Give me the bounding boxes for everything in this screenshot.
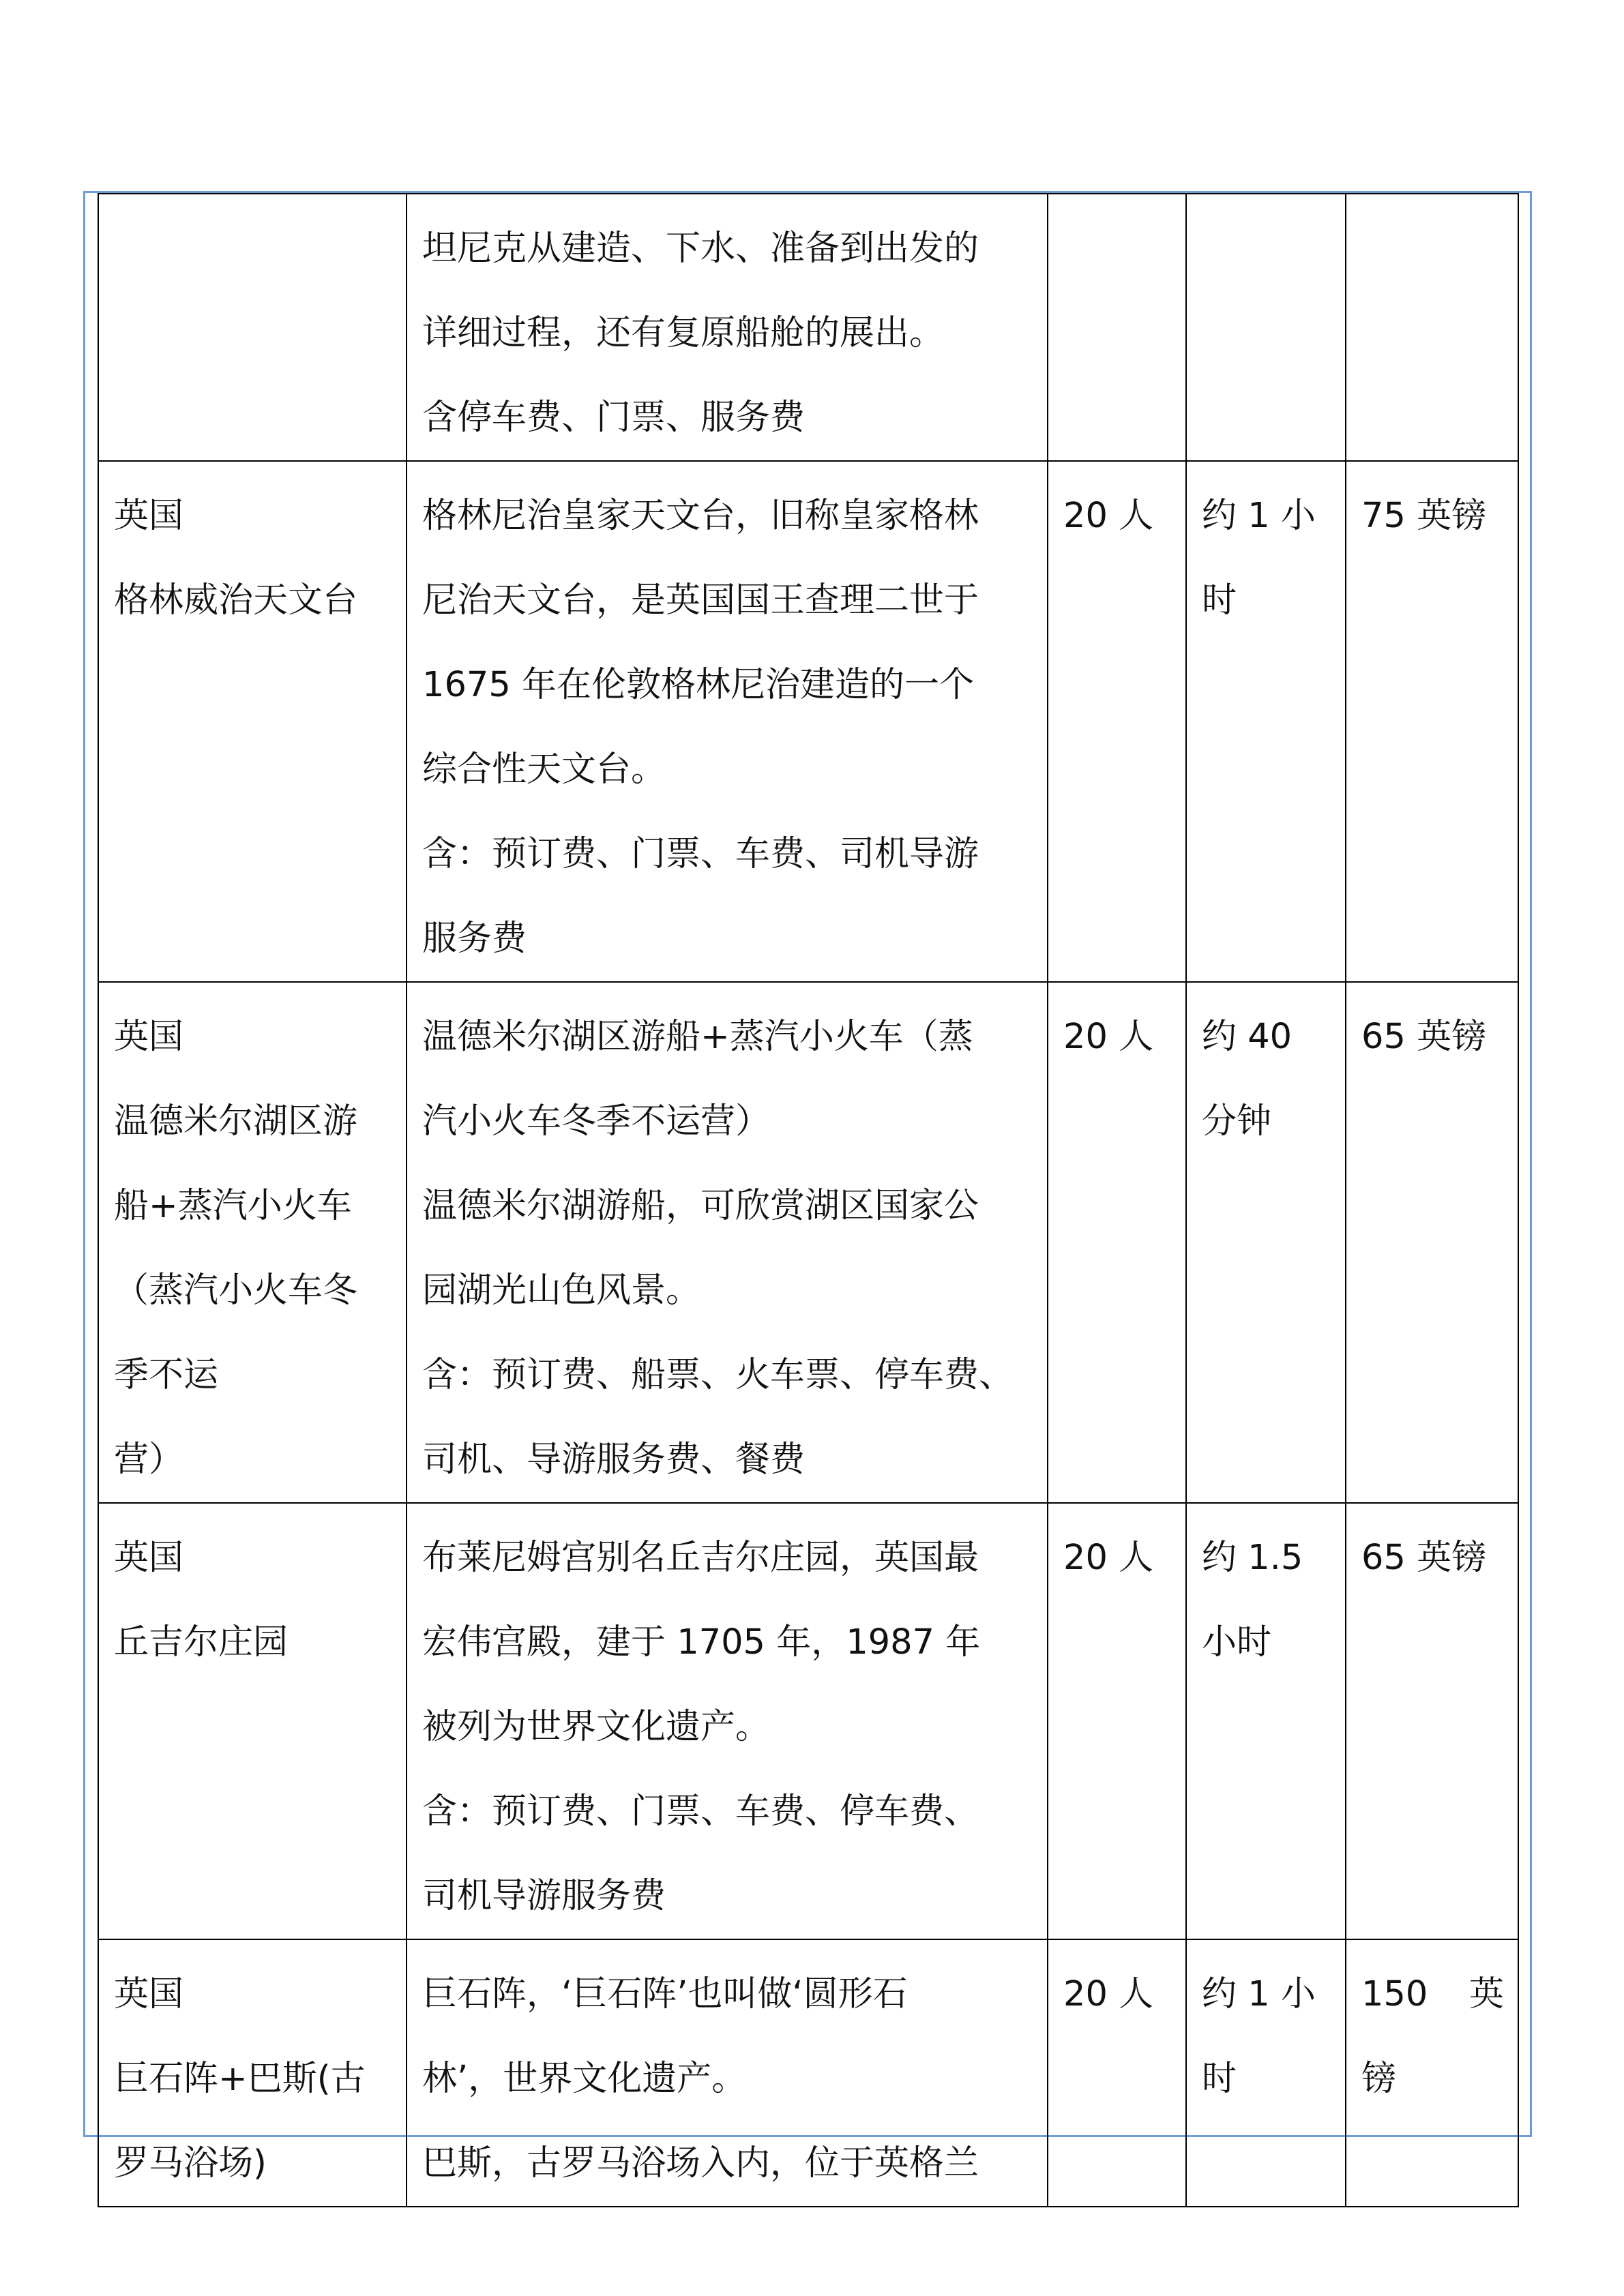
place-cell bbox=[98, 982, 407, 1503]
description-line: 服务费 bbox=[422, 919, 527, 959]
price-unit-start: 英 bbox=[1468, 1974, 1504, 2014]
description-cell bbox=[407, 194, 1048, 461]
place-name: 丘吉尔庄园 bbox=[114, 1622, 289, 1663]
description-line: 宏伟宫殿，建于 1705 年，1987 年 bbox=[422, 1622, 981, 1663]
duration-line: 时 bbox=[1202, 2059, 1237, 2099]
table-row bbox=[98, 1503, 1518, 1939]
place-cell bbox=[98, 1939, 407, 2207]
description-line: 巴斯，古罗马浴场入内，位于英格兰 bbox=[422, 2143, 979, 2183]
price-cell bbox=[1346, 982, 1518, 1503]
duration-cell bbox=[1186, 194, 1346, 461]
price-value: 65 英镑 bbox=[1361, 1538, 1487, 1578]
description-line: 司机、导游服务费、餐费 bbox=[422, 1440, 806, 1480]
place-cell bbox=[98, 461, 407, 982]
price-cell bbox=[1346, 1939, 1518, 2207]
description-line: 综合性天文台。 bbox=[422, 749, 666, 790]
description-cell bbox=[407, 1503, 1048, 1939]
description-line: 格林尼治皇家天文台，旧称皇家格林 bbox=[422, 496, 979, 536]
people-cell bbox=[1048, 1939, 1186, 2207]
people-cell bbox=[1048, 461, 1186, 982]
table-row bbox=[98, 982, 1518, 1503]
people-count: 20 人 bbox=[1063, 1017, 1154, 1057]
price-cell bbox=[1346, 1503, 1518, 1939]
people-cell bbox=[1048, 982, 1186, 1503]
price-cell bbox=[1346, 461, 1518, 982]
price-value bbox=[1361, 1952, 1504, 2037]
duration-line: 小时 bbox=[1202, 1622, 1272, 1663]
description-line: 巨石阵，‘巨石阵’也叫做‘圆形石 bbox=[422, 1974, 908, 2014]
place-name: （蒸汽小火车冬 bbox=[114, 1270, 358, 1311]
place-country: 英国 bbox=[114, 1017, 184, 1057]
duration-cell bbox=[1186, 461, 1346, 982]
price-unit-end: 镑 bbox=[1361, 2059, 1397, 2099]
description-line: 温德米尔湖区游船+蒸汽小火车（蒸 bbox=[422, 1017, 973, 1057]
place-country: 英国 bbox=[114, 496, 184, 536]
duration-cell bbox=[1186, 1503, 1346, 1939]
duration-line: 分钟 bbox=[1202, 1101, 1272, 1142]
description-line: 含：预订费、船票、火车票、停车费、 bbox=[422, 1355, 1014, 1395]
description-line: 司机导游服务费 bbox=[422, 1876, 666, 1916]
people-cell bbox=[1048, 1503, 1186, 1939]
people-count: 20 人 bbox=[1063, 1974, 1154, 2014]
description-cell bbox=[407, 1939, 1048, 2207]
description-line: 坦尼克从建造、下水、准备到出发的 bbox=[422, 228, 979, 269]
people-count: 20 人 bbox=[1063, 496, 1154, 536]
duration-line: 约 1.5 bbox=[1202, 1538, 1303, 1578]
price-amount: 150 bbox=[1361, 1974, 1428, 2014]
place-name: 船+蒸汽小火车 bbox=[114, 1186, 352, 1226]
description-line: 汽小火车冬季不运营） bbox=[422, 1101, 771, 1142]
description-line: 详细过程，还有复原船舱的展出。 bbox=[422, 313, 945, 353]
place-country: 英国 bbox=[114, 1538, 184, 1578]
place-name: 巨石阵+巴斯(古 bbox=[114, 2059, 366, 2099]
place-cell bbox=[98, 194, 407, 461]
description-line: 1675 年在伦敦格林尼治建造的一个 bbox=[422, 665, 975, 705]
description-line: 含：预订费、门票、车费、司机导游 bbox=[422, 834, 979, 874]
duration-line: 约 1 小 bbox=[1202, 1974, 1316, 2014]
table-row bbox=[98, 1939, 1518, 2207]
place-name: 季不运 bbox=[114, 1355, 219, 1395]
price-value: 75 英镑 bbox=[1361, 496, 1487, 536]
place-name: 温德米尔湖区游 bbox=[114, 1101, 358, 1142]
price-cell bbox=[1346, 194, 1518, 461]
duration-cell bbox=[1186, 982, 1346, 1503]
place-cell bbox=[98, 1503, 407, 1939]
description-cell bbox=[407, 461, 1048, 982]
description-line: 被列为世界文化遗产。 bbox=[422, 1707, 771, 1747]
duration-line: 时 bbox=[1202, 580, 1237, 621]
description-line: 园湖光山色风景。 bbox=[422, 1270, 701, 1311]
place-name: 营） bbox=[114, 1440, 184, 1480]
duration-cell bbox=[1186, 1939, 1346, 2207]
description-cell bbox=[407, 982, 1048, 1503]
description-line: 布莱尼姆宫别名丘吉尔庄园，英国最 bbox=[422, 1538, 979, 1578]
table-row bbox=[98, 194, 1518, 461]
table-row bbox=[98, 461, 1518, 982]
place-name: 格林威治天文台 bbox=[114, 580, 358, 621]
people-cell bbox=[1048, 194, 1186, 461]
description-line: 含停车费、门票、服务费 bbox=[422, 398, 806, 438]
description-line: 尼治天文台，是英国国王查理二世于 bbox=[422, 580, 979, 621]
description-line: 林’，世界文化遗产。 bbox=[422, 2059, 747, 2099]
duration-line: 约 1 小 bbox=[1202, 496, 1316, 536]
itinerary-table bbox=[98, 193, 1519, 2207]
place-name: 罗马浴场) bbox=[114, 2143, 267, 2183]
description-line: 含：预订费、门票、车费、停车费、 bbox=[422, 1791, 979, 1832]
place-country: 英国 bbox=[114, 1974, 184, 2014]
duration-line: 约 40 bbox=[1202, 1017, 1293, 1057]
description-line: 温德米尔湖游船，可欣赏湖区国家公 bbox=[422, 1186, 979, 1226]
price-value: 65 英镑 bbox=[1361, 1017, 1487, 1057]
people-count: 20 人 bbox=[1063, 1538, 1154, 1578]
